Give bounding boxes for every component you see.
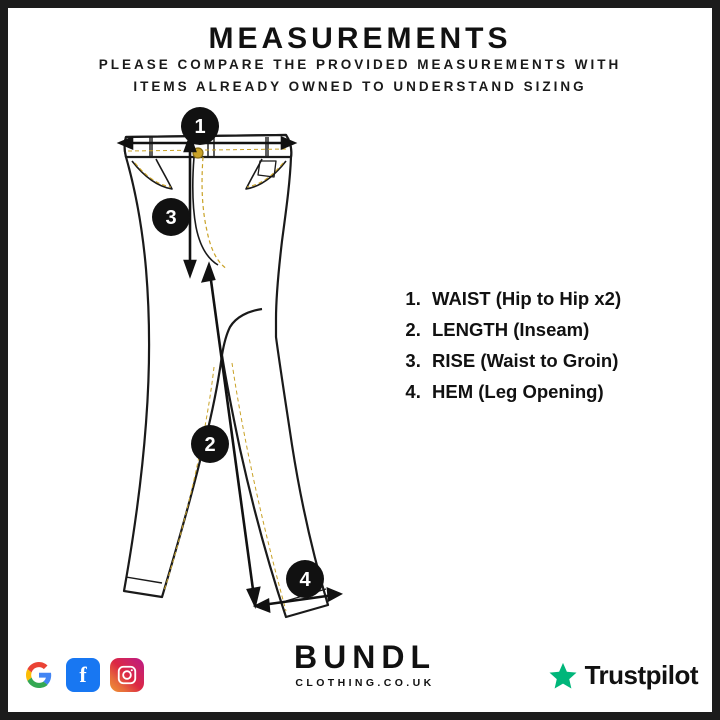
subtitle-line-1: PLEASE COMPARE THE PROVIDED MEASUREMENTS WITH <box>98 57 622 72</box>
marker-3 <box>152 198 190 236</box>
trustpilot-star-icon <box>548 661 578 691</box>
page-subtitle <box>60 54 660 98</box>
frame-border-left <box>0 0 8 720</box>
jeans-diagram <box>90 105 390 625</box>
marker-2 <box>191 425 229 463</box>
svg-text:2: 2 <box>204 434 216 456</box>
svg-text:4: 4 <box>299 569 311 591</box>
marker-1 <box>181 107 219 145</box>
jeans-illustration-svg <box>90 105 390 625</box>
page-title: MEASUREMENTS <box>208 22 512 55</box>
instagram-icon[interactable] <box>110 658 144 692</box>
frame-border-bottom <box>0 712 720 720</box>
instagram-camera-glyph <box>116 664 138 686</box>
legend-item-hem: 4. HEM (Leg Opening) <box>426 376 698 407</box>
facebook-f-glyph: f <box>79 662 87 687</box>
measurement-legend <box>398 283 698 407</box>
brand-logo <box>245 640 485 689</box>
facebook-icon[interactable] <box>66 658 100 692</box>
brand-name: BUNDL <box>294 639 436 675</box>
legend-item-rise: 3. RISE (Waist to Groin) <box>426 345 698 376</box>
trustpilot-label: Trustpilot <box>584 660 698 690</box>
social-links <box>22 658 144 692</box>
svg-text:3: 3 <box>165 207 177 229</box>
trustpilot-badge[interactable] <box>548 660 698 691</box>
marker-4 <box>286 560 324 598</box>
brand-website: CLOTHING.CO.UK <box>295 677 435 689</box>
subtitle-line-2: ITEMS ALREADY OWNED TO UNDERSTAND SIZING <box>133 79 587 94</box>
frame-border-top <box>0 0 720 8</box>
svg-text:1: 1 <box>194 116 206 138</box>
frame-border-right <box>712 0 720 720</box>
google-icon[interactable] <box>22 658 56 692</box>
legend-item-waist: 1. WAIST (Hip to Hip x2) <box>426 283 698 314</box>
google-g-glyph <box>26 662 52 688</box>
legend-item-length: 2. LENGTH (Inseam) <box>426 314 698 345</box>
